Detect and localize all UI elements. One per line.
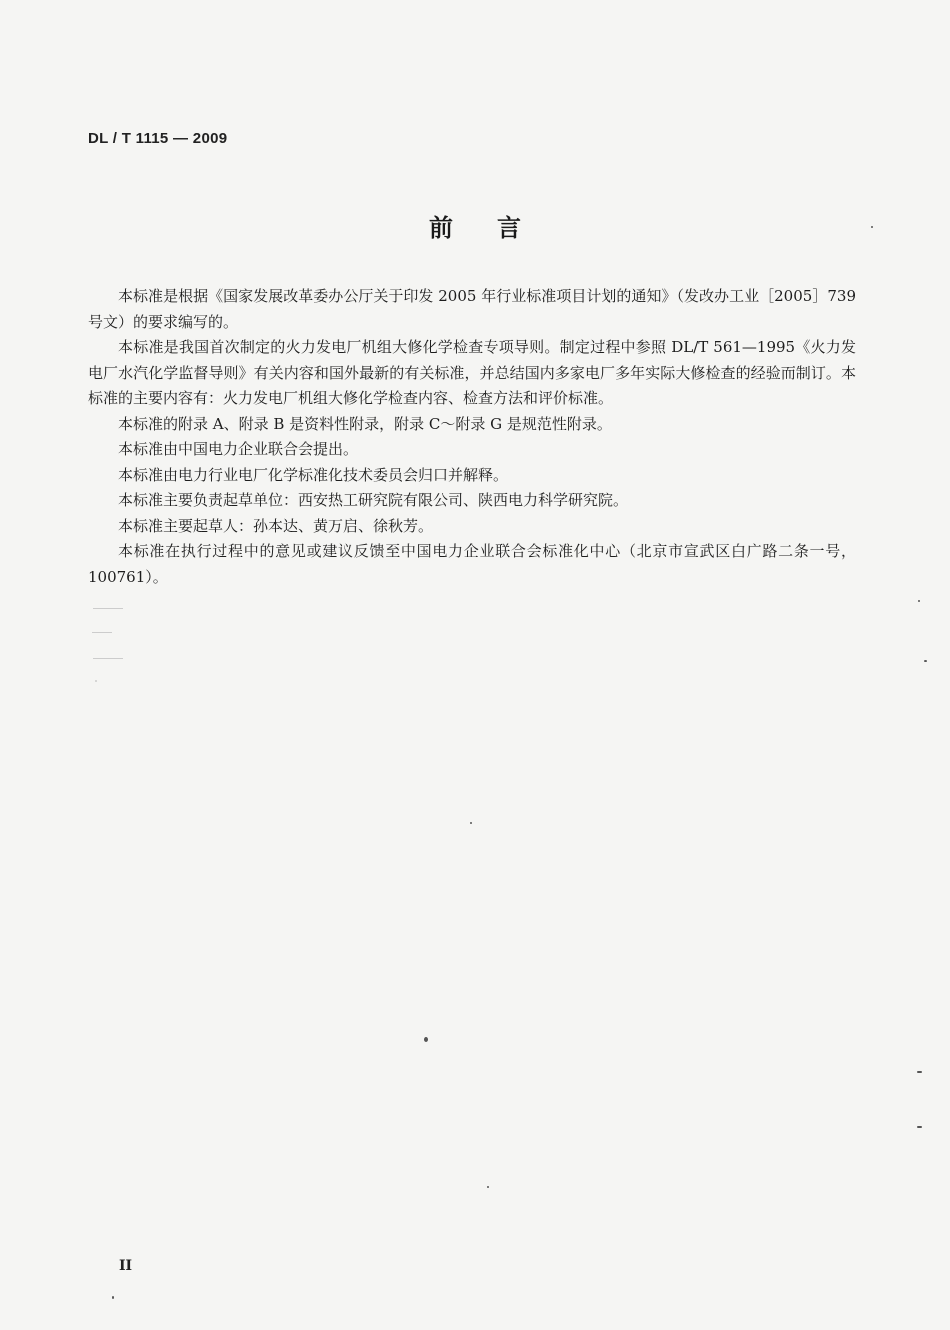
scan-speck xyxy=(917,1126,922,1128)
paragraph-drafting-units: 本标准主要负责起草单位：西安热工研究院有限公司、陕西电力科学研究院。 xyxy=(118,491,629,509)
document-code: DL / T 1115 — 2009 xyxy=(88,130,228,147)
scan-speck xyxy=(95,680,97,682)
paragraph-drafters: 本标准主要起草人：孙本达、黄万启、徐秋芳。 xyxy=(118,516,434,535)
scan-speck xyxy=(487,1186,489,1188)
page-title: 前言 xyxy=(429,214,565,242)
scan-speck xyxy=(93,658,123,659)
page-number: II xyxy=(119,1258,133,1274)
scan-speck xyxy=(918,600,920,602)
scan-speck xyxy=(924,660,927,662)
paragraph-basis: 本标准是根据《国家发展改革委办公厅关于印发 2005 年行业标准项目计划的通知》（发改办工业［2005］739 号文）的要求编写的。 xyxy=(88,287,856,331)
scan-speck xyxy=(470,822,472,824)
scan-speck xyxy=(112,1296,114,1299)
paragraph-description: 本标准是我国首次制定的火力发电厂机组大修化学检查专项导则。制定过程中参照 DL/T 561—1995《火力发电厂水汽化学监督导则》有关内容和国外最新的有关标准，并总结国内多家电厂多年实际大修检查的经验而制订。本标准的主要内容有：火力发电厂机组大修化学检查内容、检查方法和评价标准。 xyxy=(88,338,856,407)
scan-speck xyxy=(917,1071,922,1073)
scan-speck xyxy=(92,632,112,633)
paragraph-feedback: 本标准在执行过程中的意见或建议反馈至中国电力企业联合会标准化中心（北京市宣武区白广路二条一号，100761）。 xyxy=(88,542,856,586)
paragraph-proposer: 本标准由中国电力企业联合会提出。 xyxy=(118,440,359,458)
paragraph-committee: 本标准由电力行业电厂化学标准化技术委员会归口并解释。 xyxy=(118,465,509,484)
scan-speck xyxy=(424,1037,428,1042)
scan-speck xyxy=(93,608,123,609)
foreword-body xyxy=(88,284,856,590)
scan-speck xyxy=(871,226,873,228)
paragraph-appendices: 本标准的附录 A、附录 B 是资料性附录，附录 C～附录 G 是规范性附录。 xyxy=(118,414,612,433)
